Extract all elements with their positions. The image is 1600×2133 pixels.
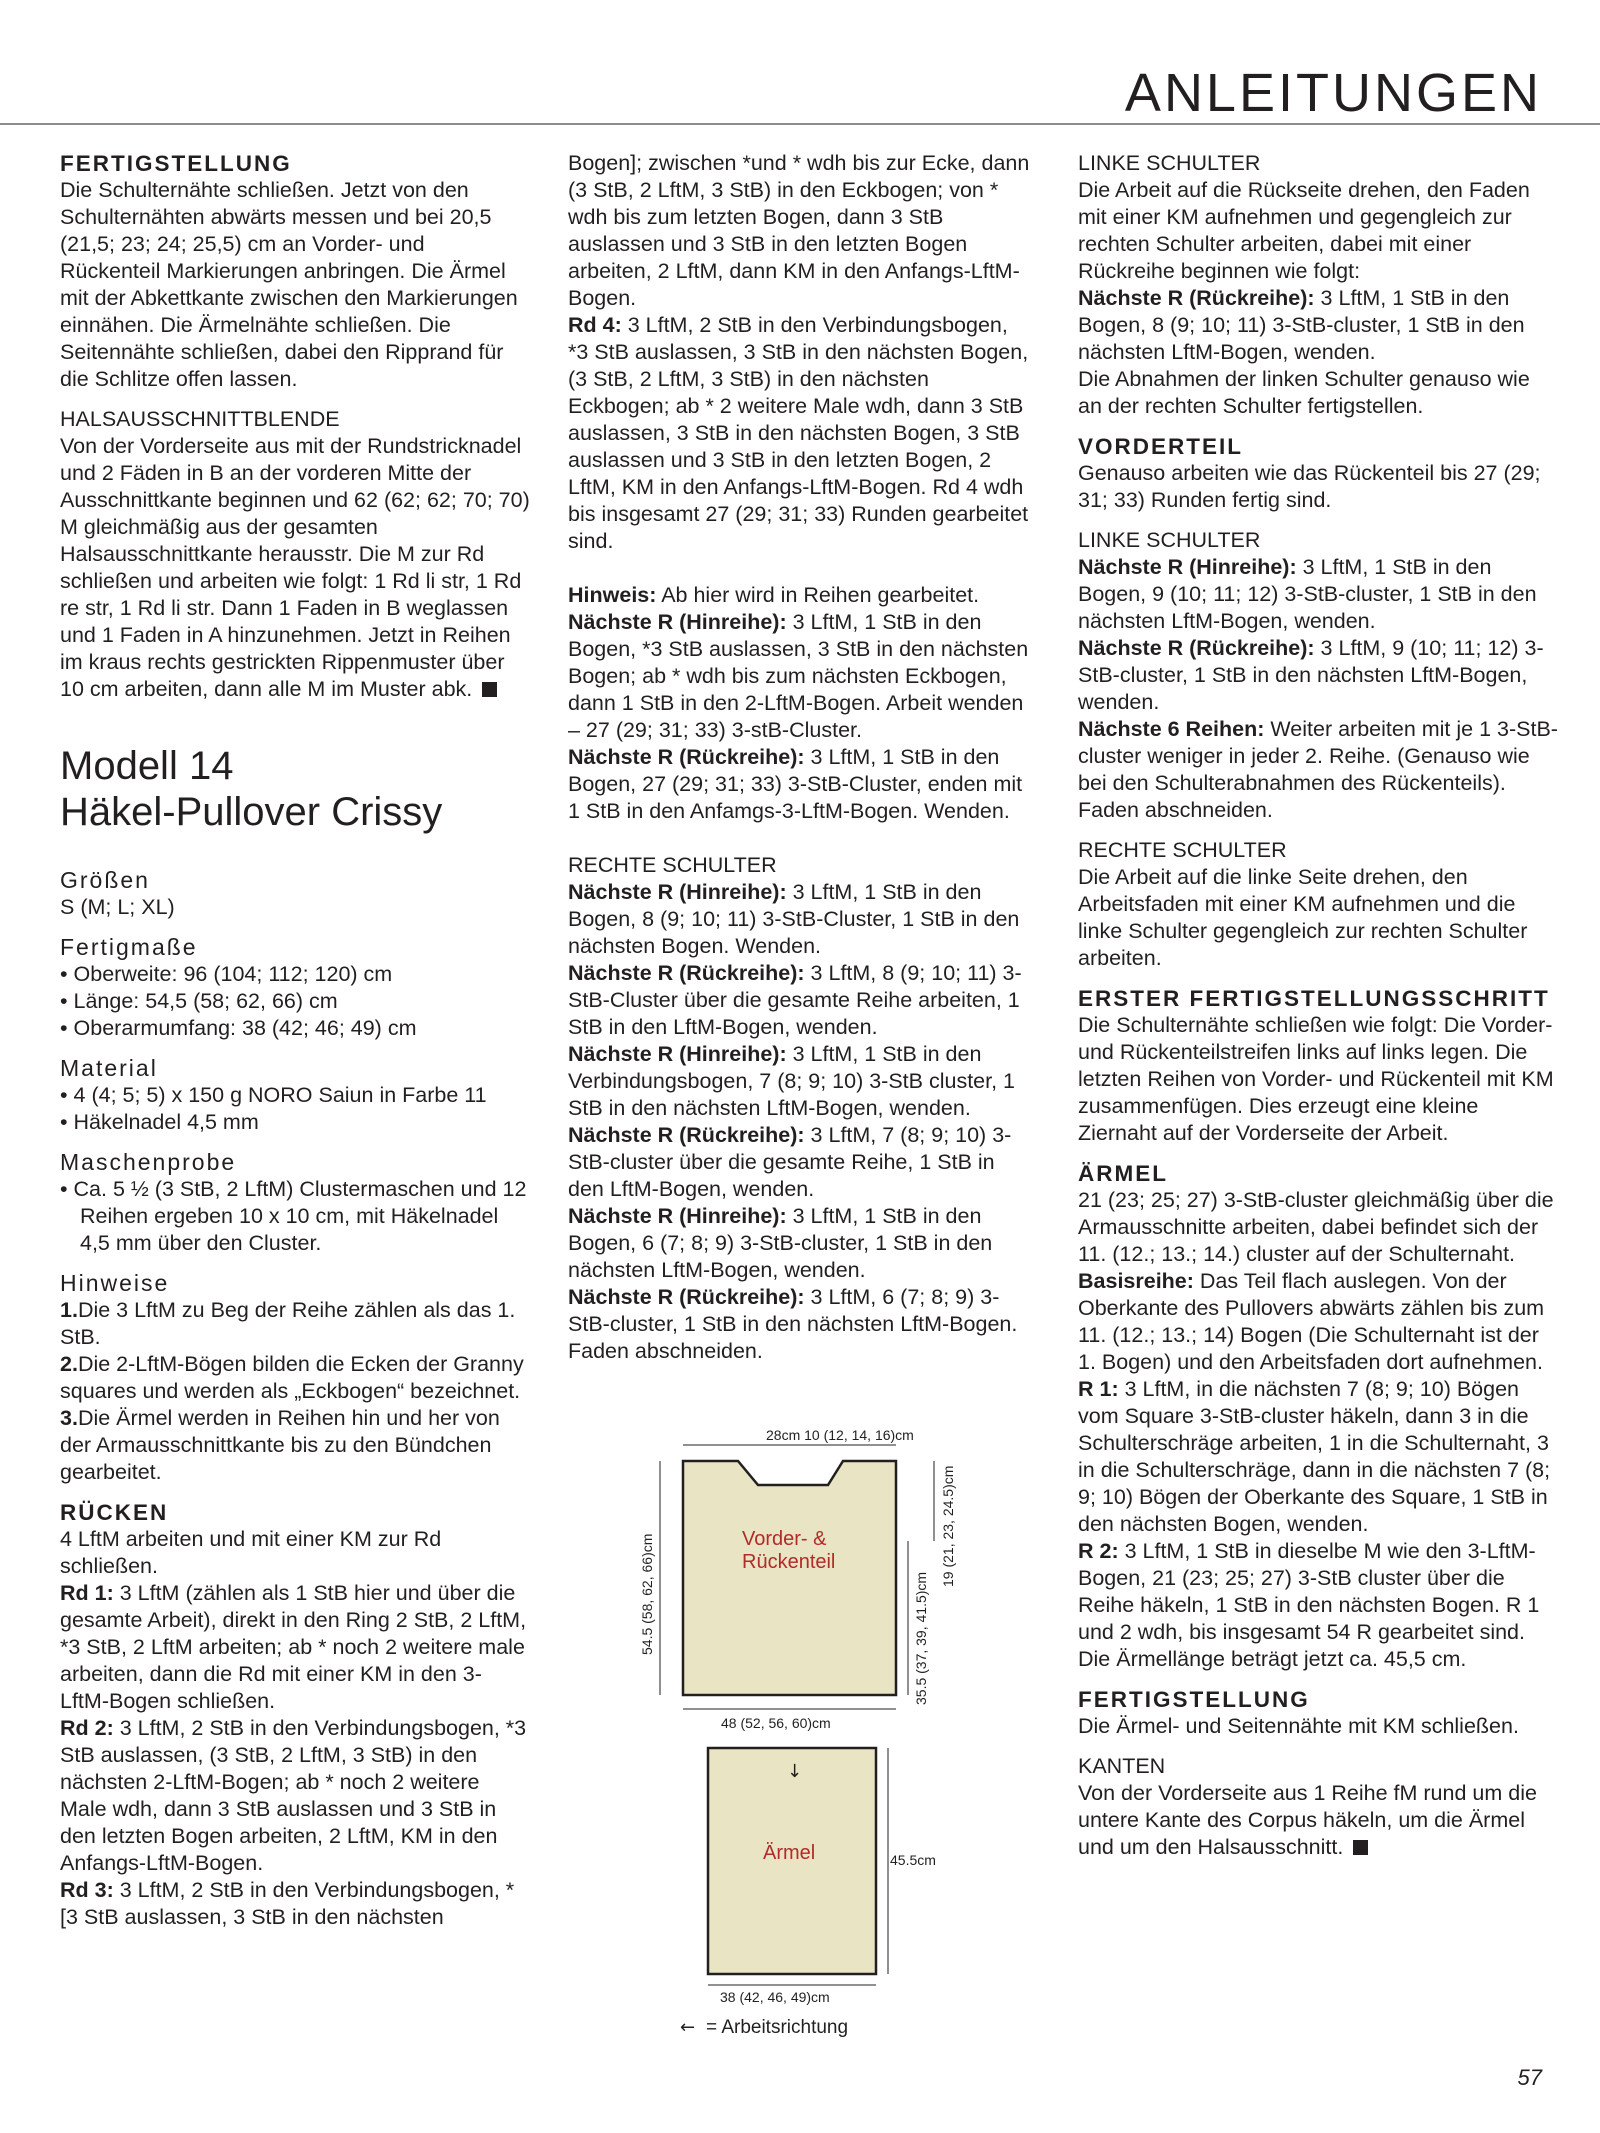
list-item: • Häkelnadel 4,5 mm xyxy=(60,1109,530,1136)
row-instruction: Nächste R (Rückreihe): 3 LftM, 1 StB in den Bogen, 27 (29; 31; 33) 3-StB-Cluster, enden mit 1 StB in den Anfamgs-3-LftM-Bogen. Wenden. xyxy=(568,745,1023,823)
efs-text: Die Schulternähte schließen wie folgt: Die Vorder- und Rückenteilstreifen links auf links legen. Die letzten Reihen von Vorder- und Rückenteil mit KM zusammenfügen. Dies erzeugt eine kleine Ziernaht auf der Vorderseite der Arbeit. xyxy=(1078,1013,1554,1145)
heading-fertigmasse: Fertigmaße xyxy=(60,934,198,960)
list-item: • Oberweite: 96 (104; 112; 120) cm xyxy=(60,961,530,988)
list-item: 1.Die 3 LftM zu Beg der Reihe zählen als das 1. StB. xyxy=(60,1298,516,1349)
end-square-icon xyxy=(482,682,497,697)
heading-rechte-schulter: RECHTE SCHULTER xyxy=(568,853,777,877)
heading-aermel: ÄRMEL xyxy=(1078,1161,1168,1186)
model-title xyxy=(60,743,530,835)
ruecken-text: 4 LftM arbeiten und mit einer KM zur Rd schließen. xyxy=(60,1527,442,1578)
masse-list xyxy=(60,961,530,1042)
list-item: • 4 (4; 5; 5) x 150 g NORO Saiun in Farbe 11 xyxy=(60,1082,530,1109)
shoulder-dimension-label: 19 (21, 23, 24.5)cm xyxy=(940,1465,956,1587)
rd1: Rd 1: 3 LftM (zählen als 1 StB hier und über die gesamte Arbeit), direkt in den Ring 2 StB, 2 LftM, *3 StB, 2 LftM arbeiten; ab * noch 2 weitere male arbeiten, dann die Rd mit einer KM in den 3-LftM-Bogen schließen. xyxy=(60,1581,527,1713)
heading-halsausschnittblende: HALSAUSSCHNITTBLENDE xyxy=(60,407,340,431)
hals-text: Von der Vorderseite aus mit der Rundstricknadel und 2 Fäden in B an der vorderen Mitte der Ausschnittkante beginnen und 62 (62; 62; 70; 70) M gleichmäßig aus der gesamten Halsausschnittkante herausstr. Die M zur Rd schließen und arbeiten wie folgt: 1 Rd li str, 1 Rd re str, 1 Rd li str. Dann 1 Faden in B weglassen und 1 Faden in A hinzunehmen. Jetzt in Reihen im kraus rechts gestrickten Rippenmuster über 10 cm arbeiten, dann alle M im Muster abk. xyxy=(60,434,530,701)
r1: R 1: 3 LftM, in die nächsten 7 (8; 9; 10) Bögen vom Square 3-StB-cluster häkeln, dann 3 in die Schulterschräge arbeiten, 1 in die Schulternaht, 3 in die Schulterschräge, dann in die nächsten 7 (8; 9; 10) Bögen der Oberkante des Square, 1 StB in den nächsten Bogen, wenden. xyxy=(1078,1377,1551,1536)
heading-kanten: KANTEN xyxy=(1078,1754,1166,1778)
vt-text: Genauso arbeiten wie das Rückenteil bis 27 (29; 31; 33) Runden fertig sind. xyxy=(1078,461,1541,512)
heading-vorderteil: VORDERTEIL xyxy=(1078,434,1244,459)
list-item: • Oberarmumfang: 38 (42; 46; 49) cm xyxy=(60,1015,530,1042)
groessen-text: S (M; L; XL) xyxy=(60,895,175,919)
fs-text: Die Ärmel- und Seitennähte mit KM schließen. xyxy=(1078,1714,1519,1738)
end-square-icon xyxy=(1353,1840,1368,1855)
body-width-label: 48 (52, 56, 60)cm xyxy=(721,1715,831,1731)
body-piece xyxy=(683,1461,896,1695)
row-instruction: Nächste R (Hinreihe): 3 LftM, 1 StB in den Bogen, 9 (10; 11; 12) 3-StB-cluster, 1 StB in den nächsten LftM-Bogen, wenden. xyxy=(1078,555,1537,633)
sleeve-height-label: 45.5cm xyxy=(890,1852,936,1868)
legend-arrow-icon: ← xyxy=(680,2017,696,2038)
rd3: Rd 3: 3 LftM, 2 StB in den Verbindungsbogen, *[3 StB auslassen, 3 StB in den nächsten xyxy=(60,1878,515,1929)
heading-maschenprobe: Maschenprobe xyxy=(60,1149,237,1175)
probe-list xyxy=(60,1176,530,1257)
model-number: Modell 14 xyxy=(60,744,234,788)
list-item: • Länge: 54,5 (58; 62, 66) cm xyxy=(60,988,530,1015)
row-instruction: Nächste 6 Reihen: Weiter arbeiten mit je 1 3-StB-cluster weniger in jeder 2. Reihe. (Genauso wie bei den Schulterabnahmen des Rückenteils). Faden abschneiden. xyxy=(1078,717,1558,822)
kanten-text: Von der Vorderseite aus 1 Reihe fM rund um die untere Kante des Corpus häkeln, um die Ärmel und um den Halsausschnitt. xyxy=(1078,1781,1537,1859)
page-number: 57 xyxy=(1517,2065,1542,2090)
aermel-text: 21 (23; 25; 27) 3-StB-cluster gleichmäßig über die Armausschnitte arbeiten, dabei befindet sich der 11. (12.; 13.; 14.) cluster auf der Schulternaht. xyxy=(1078,1188,1554,1266)
heading-material: Material xyxy=(60,1055,158,1081)
ls-end: Die Abnahmen der linken Schulter genauso wie an der rechten Schulter fertigstellen. xyxy=(1078,367,1530,418)
hinweise-list xyxy=(60,1297,530,1486)
body-label-2: Rückenteil xyxy=(742,1551,836,1573)
list-item: • Ca. 5 ½ (3 StB, 2 LftM) Clustermaschen und 12 Reihen ergeben 10 x 10 cm, mit Häkelnadel 4,5 mm über den Cluster. xyxy=(60,1176,530,1257)
rs-text: Die Arbeit auf die linke Seite drehen, den Arbeitsfaden mit einer KM aufnehmen und die linke Schulter gegengleich zur rechten Schulter arbeiten. xyxy=(1078,865,1528,970)
ls-text: Die Arbeit auf die Rückseite drehen, den Faden mit einer KM aufnehmen und gegengleich zur rechten Schulter arbeiten, dabei mit einer Rückreihe beginnen wie folgt: xyxy=(1078,178,1530,283)
row-instruction: Nächste R (Rückreihe): 3 LftM, 9 (10; 11; 12) 3-StB-cluster, 1 StB in den nächsten LftM-Bogen, wenden. xyxy=(1078,636,1544,714)
row-instruction: Nächste R (Rückreihe): 3 LftM, 8 (9; 10; 11) 3-StB-Cluster über die gesamte Reihe arbeiten, 1 StB in den LftM-Bogen, wenden. xyxy=(568,961,1022,1039)
column-2 xyxy=(568,150,1034,1365)
direction-arrow-icon: ↓ xyxy=(787,1761,803,1782)
column-1 xyxy=(60,150,530,1931)
row-instruction: Nächste R (Rückreihe): 3 LftM, 1 StB in den Bogen, 8 (9; 10; 11) 3-StB-cluster, 1 StB in den nächsten LftM-Bogen, wenden. xyxy=(1078,286,1525,364)
list-item: 3.Die Ärmel werden in Reihen hin und her von der Armausschnittkante bis zu den Bündchen gearbeitet. xyxy=(60,1406,500,1484)
body-label-1: Vorder- & xyxy=(742,1528,827,1550)
rd3-continued: Bogen]; zwischen *und * wdh bis zur Ecke, dann (3 StB, 2 LftM, 3 StB) in den Eckbogen; von * wdh bis zum letzten Bogen, dann 3 StB auslassen und 3 StB in den letzten Bogen arbeiten, 2 LftM, dann KM in den Anfangs-LftM-Bogen. xyxy=(568,151,1030,310)
row-instruction: Nächste R (Rückreihe): 3 LftM, 7 (8; 9; 10) 3-StB-cluster über die gesamte Reihe, 1 StB in den LftM-Bogen, wenden. xyxy=(568,1123,1012,1201)
column-3 xyxy=(1078,150,1558,1861)
material-list xyxy=(60,1082,530,1136)
hinweis: Hinweis: Ab hier wird in Reihen gearbeitet. xyxy=(568,583,980,607)
basisreihe: Basisreihe: Das Teil flach auslegen. Von der Oberkante des Pullovers abwärts zählen bis zum 11. (12.; 13.; 14) Bogen (Die Schulternaht ist der 1. Bogen) und den Arbeitsfaden dort aufnehmen. xyxy=(1078,1269,1545,1374)
heading-hinweise: Hinweise xyxy=(60,1270,170,1296)
rd2: Rd 2: 3 LftM, 2 StB in den Verbindungsbogen, *3 StB auslassen, (3 StB, 2 LftM, 3 StB) in den nächsten 2-LftM-Bogen; ab * noch 2 weitere Male wdh, dann 3 StB auslassen und 3 StB in den letzten Bogen arbeiten, 2 LftM, KM in den Anfangs-LftM-Bogen. xyxy=(60,1716,527,1875)
heading-linke-schulter-2: LINKE SCHULTER xyxy=(1078,528,1261,552)
schematic-diagram xyxy=(568,1405,1034,2065)
heading-fertigstellung: FERTIGSTELLUNG xyxy=(60,151,292,176)
rd4: Rd 4: 3 LftM, 2 StB in den Verbindungsbogen, *3 StB auslassen, 3 StB in den nächsten Bogen, (3 StB, 2 LftM, 3 StB) in den nächsten Eckbogen; ab * 2 weitere Male wdh, dann 3 StB auslassen, 3 StB in den nächsten Bogen, 3 StB auslassen und 3 StB in den letzten Bogen, 2 LftM, KM in den Anfangs-LftM-Bogen. Rd 4 wdh bis insgesamt 27 (29; 31; 33) Runden gearbeitet sind. xyxy=(568,313,1029,553)
left-dimension-label: 54.5 (58, 62, 66)cm xyxy=(639,1533,655,1655)
heading-erster-fertigstellungsschritt: ERSTER FERTIGSTELLUNGSSCHRITT xyxy=(1078,986,1550,1011)
row-instruction: Nächste R (Hinreihe): 3 LftM, 1 StB in den Verbindungsbogen, 7 (8; 9; 10) 3-StB cluster, 1 StB in den nächsten LftM-Bogen, wenden. xyxy=(568,1042,1016,1120)
section-title: ANLEITUNGEN xyxy=(1124,63,1542,123)
heading-fertigstellung-2: FERTIGSTELLUNG xyxy=(1078,1687,1310,1712)
legend-label: = Arbeitsrichtung xyxy=(706,2017,849,2038)
row-instruction: Nächste R (Hinreihe): 3 LftM, 1 StB in den Bogen, 8 (9; 10; 11) 3-StB-Cluster, 1 StB in den nächsten Bogen. Wenden. xyxy=(568,880,1020,958)
heading-rechte-schulter-2: RECHTE SCHULTER xyxy=(1078,838,1287,862)
r2: R 2: 3 LftM, 1 StB in dieselbe M wie den 3-LftM-Bogen, 21 (23; 25; 27) 3-StB cluster über die Reihe häkeln, 1 StB in den nächsten Bogen. R 1 und 2 wdh, bis insgesamt 54 R gearbeitet sind. Die Ärmellänge beträgt jetzt ca. 45,5 cm. xyxy=(1078,1539,1540,1671)
armhole-dimension-label: 35.5 (37, 39, 41.5)cm xyxy=(913,1571,929,1705)
sleeve-width-label: 38 (42, 46, 49)cm xyxy=(720,1989,830,2005)
sleeve-label: Ärmel xyxy=(763,1842,816,1864)
heading-linke-schulter: LINKE SCHULTER xyxy=(1078,151,1261,175)
list-item: 2.Die 2-LftM-Bögen bilden die Ecken der Granny squares und werden als „Eckbogen“ bezeichnet. xyxy=(60,1352,524,1403)
row-instruction: Nächste R (Hinreihe): 3 LftM, 1 StB in den Bogen, 6 (7; 8; 9) 3-StB-cluster, 1 StB in den nächsten LftM-Bogen, wenden. xyxy=(568,1204,993,1282)
heading-groessen: Größen xyxy=(60,867,150,893)
heading-ruecken: RÜCKEN xyxy=(60,1500,169,1525)
model-name: Häkel-Pullover Crissy xyxy=(60,790,443,834)
row-instruction: Nächste R (Hinreihe): 3 LftM, 1 StB in den Bogen, *3 StB auslassen, 3 StB in den nächsten Bogen; ab * wdh bis zum nächsten Eckbogen, dann 1 StB in den 2-LftM-Bogen. Arbeit wenden – 27 (29; 31; 33) 3-stB-Cluster. xyxy=(568,610,1029,742)
fertigstellung-text: Die Schulternähte schließen. Jetzt von den Schulternähten abwärts messen und bei 20,5 (21,5; 23; 24; 25,5) cm an Vorder- und Rückenteil Markierungen anbringen. Die Ärmel mit der Abkettkante zwischen den Markierungen einnähen. Die Ärmelnähte schließen. Die Seitennähte schließen, dabei den Ripprand für die Schlitze offen lassen. xyxy=(60,178,518,391)
row-instruction: Nächste R (Rückreihe): 3 LftM, 6 (7; 8; 9) 3-StB-cluster, 1 StB in den nächsten LftM-Bogen. Faden abschneiden. xyxy=(568,1285,1018,1363)
top-dimension-label: 28cm 10 (12, 14, 16)cm xyxy=(766,1427,914,1443)
